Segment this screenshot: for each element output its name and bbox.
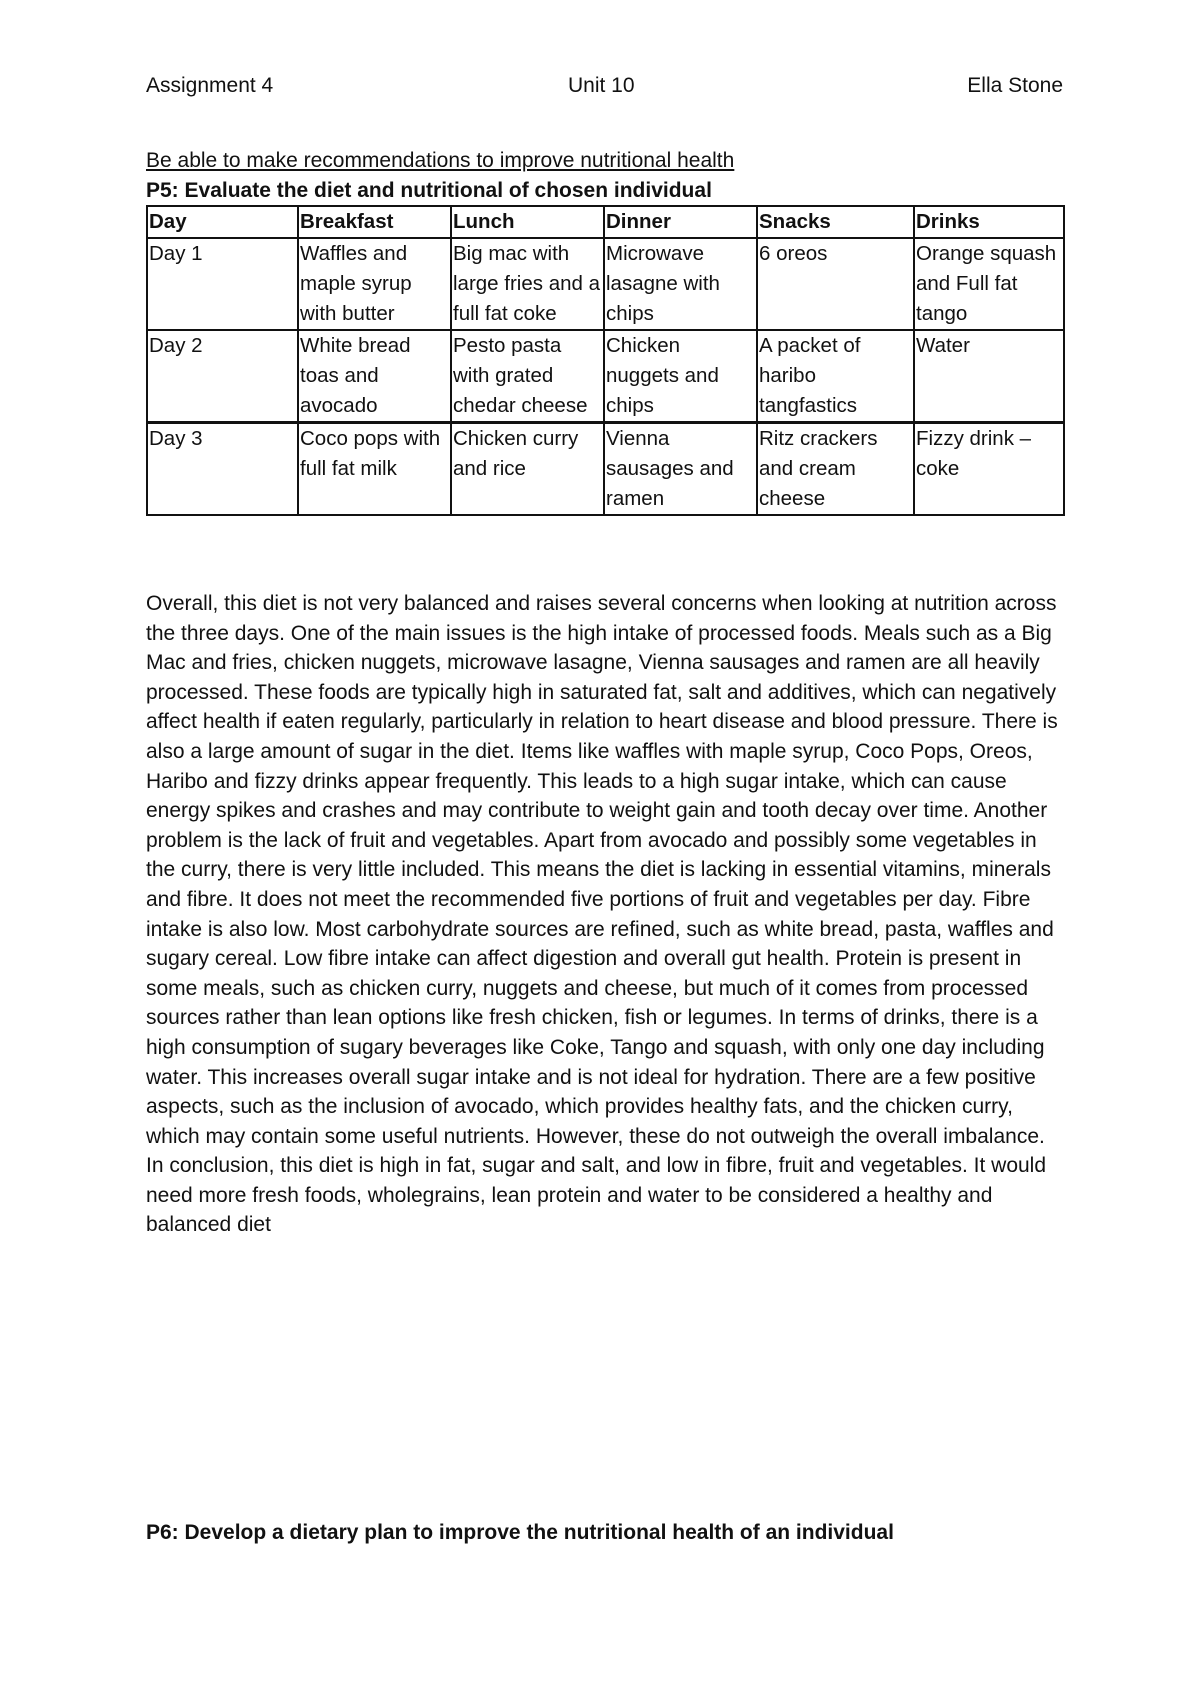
diet-table — [146, 205, 1065, 516]
table-cell: Day 2 — [147, 330, 298, 423]
table-cell: Water — [914, 330, 1064, 423]
header-dinner: Dinner — [604, 206, 757, 238]
table-cell: Day 1 — [147, 238, 298, 330]
document-subtitle: Be able to make recommendations to improve nutritional health — [146, 149, 735, 172]
header-breakfast: Breakfast — [298, 206, 451, 238]
table-cell: A packet of haribo tangfastics — [757, 330, 914, 423]
table-row — [147, 238, 1064, 330]
header-snacks: Snacks — [757, 206, 914, 238]
p6-heading: P6: Develop a dietary plan to improve the nutritional health of an individual — [146, 1521, 894, 1544]
table-cell: Microwave lasagne with chips — [604, 238, 757, 330]
p5-heading: P5: Evaluate the diet and nutritional of chosen individual — [146, 179, 712, 202]
table-cell: Orange squash and Full fat tango — [914, 238, 1064, 330]
header-drinks: Drinks — [914, 206, 1064, 238]
header-assignment: Assignment 4 — [146, 74, 274, 97]
table-row — [147, 330, 1064, 423]
page-header — [146, 74, 1063, 104]
table-cell: Pesto pasta with grated chedar cheese — [451, 330, 604, 423]
table-header-row — [147, 206, 1064, 238]
table-cell: Big mac with large fries and a full fat coke — [451, 238, 604, 330]
table-cell: Chicken nuggets and chips — [604, 330, 757, 423]
table-cell: Chicken curry and rice — [451, 423, 604, 516]
header-unit: Unit 10 — [568, 74, 635, 97]
evaluation-paragraph: Overall, this diet is not very balanced and raises several concerns when looking at nutrition across the three days. One of the main issues is the high intake of processed foods. Meals such as a Big Mac and fries, chicken nuggets, microwave lasagne, Vienna sausages and ramen are all heavily processed. These foods are typically high in saturated fat, salt and additives, which can negatively affect health if eaten regularly, particularly in relation to heart disease and blood pressure. There is also a large amount of sugar in the diet. Items like waffles with maple syrup, Coco Pops, Oreos, Haribo and fizzy drinks appear frequently. This leads to a high sugar intake, which can cause energy spikes and crashes and may contribute to weight gain and tooth decay over time. Another problem is the lack of fruit and vegetables. Apart from avocado and possibly some vegetables in the curry, there is very little included. This means the diet is lacking in essential vitamins, minerals and fibre. It does not meet the recommended five portions of fruit and vegetables per day. Fibre intake is also low. Most carbohydrate sources are refined, such as white bread, pasta, waffles and sugary cereal. Low fibre intake can affect digestion and overall gut health. Protein is present in some meals, such as chicken curry, nuggets and cheese, but much of it comes from processed sources rather than lean options like fresh chicken, fish or legumes. In terms of drinks, there is a high consumption of sugary beverages like Coke, Tango and squash, with only one day including water. This increases overall sugar intake and is not ideal for hydration. There are a few positive aspects, such as the inclusion of avocado, which provides healthy fats, and the chicken curry, which may contain some useful nutrients. However, these do not outweigh the overall imbalance. In conclusion, this diet is high in fat, sugar and salt, and low in fibre, fruit and vegetables. It would need more fresh foods, wholegrains, lean protein and water to be considered a healthy and balanced diet — [146, 592, 1058, 1237]
table-cell: Fizzy drink – coke — [914, 423, 1064, 516]
header-author: Ella Stone — [967, 74, 1063, 97]
table-cell: White bread toas and avocado — [298, 330, 451, 423]
table-cell: Vienna sausages and ramen — [604, 423, 757, 516]
table-cell: Ritz crackers and cream cheese — [757, 423, 914, 516]
table-cell: Coco pops with full fat milk — [298, 423, 451, 516]
table-cell: Waffles and maple syrup with butter — [298, 238, 451, 330]
table-row — [147, 423, 1064, 516]
table-cell: Day 3 — [147, 423, 298, 516]
header-lunch: Lunch — [451, 206, 604, 238]
header-day: Day — [147, 206, 298, 238]
table-cell: 6 oreos — [757, 238, 914, 330]
